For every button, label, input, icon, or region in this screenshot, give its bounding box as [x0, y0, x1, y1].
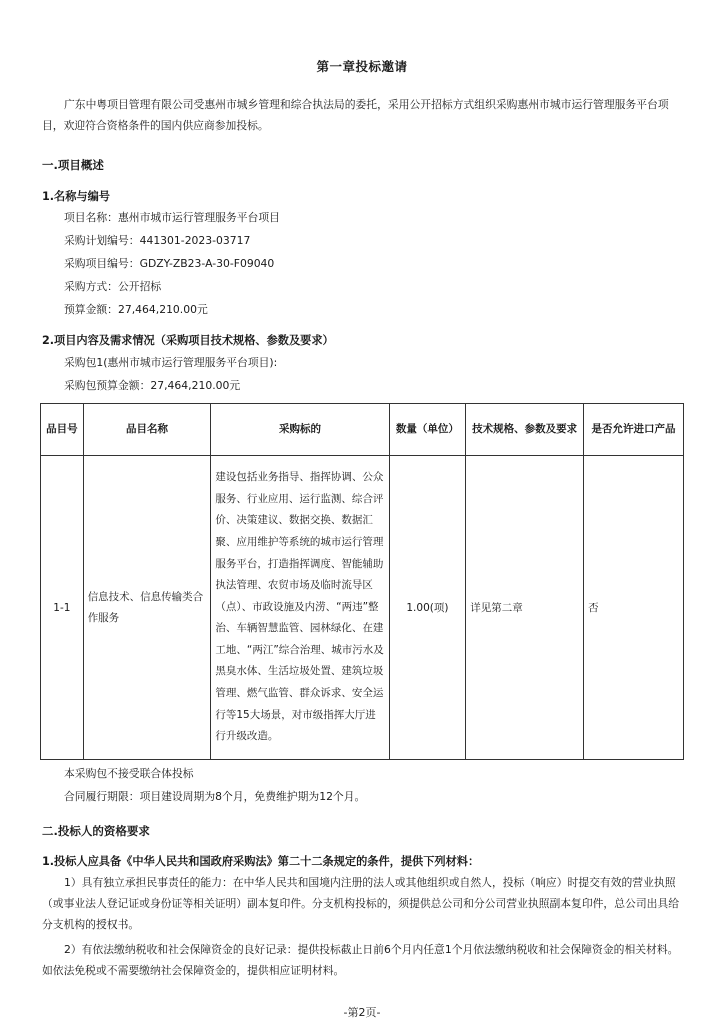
intro-paragraph: 广东中粤项目管理有限公司受惠州市城乡管理和综合执法局的委托，采用公开招标方式组织采购惠州市城市运行管理服务平台项目，欢迎符合资格条件的国内供应商参加投标。 [42, 98, 669, 132]
header-import: 是否允许进口产品 [584, 404, 684, 456]
subsection-heading-name-number: 1.名称与编号 [42, 190, 110, 203]
cell-item-no: 1-1 [41, 456, 84, 760]
project-number-line: 采购项目编号：GDZY-ZB23-A-30-F09040 [64, 257, 275, 270]
note-no-consortium: 本采购包不接受联合体投标 [64, 767, 194, 780]
budget-line: 预算金额：27,464,210.00元 [64, 303, 208, 316]
plan-number-line: 采购计划编号：441301-2023-03717 [64, 234, 251, 247]
header-item-no: 品目号 [41, 404, 84, 456]
subsection-heading-requirements: 1.投标人应具备《中华人民共和国政府采购法》第二十二条规定的条件，提供下列材料： [42, 855, 480, 868]
header-quantity: 数量（单位） [389, 404, 466, 456]
header-subject: 采购标的 [211, 404, 389, 456]
section-heading-overview: 一.项目概述 [42, 158, 104, 172]
header-spec: 技术规格、参数及要求 [466, 404, 584, 456]
procurement-method-line: 采购方式：公开招标 [64, 280, 162, 293]
section-heading-qualifications: 二.投标人的资格要求 [42, 824, 150, 838]
subsection-heading-content: 2.项目内容及需求情况（采购项目技术规格、参数及要求） [42, 334, 334, 347]
table-row [41, 456, 684, 760]
package-budget-line: 采购包预算金额：27,464,210.00元 [64, 379, 241, 392]
cell-quantity: 1.00(项) [389, 456, 466, 760]
header-item-name: 品目名称 [83, 404, 211, 456]
package-line: 采购包1(惠州市城市运行管理服务平台项目): [64, 356, 278, 369]
requirement-item-2: 2）有依法缴纳税收和社会保障资金的良好记录：提供投标截止日前6个月内任意1个月依法缴纳税收和社会保障资金的相关材料。如依法免税或不需要缴纳社会保障资金的，提供相应证明材料。 [42, 943, 679, 977]
table-header-row [41, 404, 684, 456]
chapter-title: 第一章投标邀请 [316, 59, 408, 74]
cell-subject: 建设包括业务指导、指挥协调、公众服务、行业应用、运行监测、综合评价、决策建议、数据交换、数据汇聚、应用维护等系统的城市运行管理服务平台，打造指挥调度、智能辅助执法管理、农贸市场及临时流导区（点）、市政设施及内涝、“两违”整治、车辆智慧监管、园林绿化、在建工地、“两江”综合治理、城市污水及黑臭水体、生活垃圾处置、建筑垃圾管理、燃气监管、群众诉求、安全运行等15大场景，对市级指挥大厅进行升级改造。 [211, 456, 389, 760]
cell-import: 否 [584, 456, 684, 760]
note-contract-period: 合同履行期限：项目建设周期为8个月，免费维护期为12个月。 [64, 790, 366, 803]
requirement-item-1: 1）具有独立承担民事责任的能力：在中华人民共和国境内注册的法人或其他组织或自然人，投标（响应）时提交有效的营业执照（或事业法人登记证或身份证等相关证明）副本复印件。分支机构投标的，须提供总公司和分公司营业执照副本复印件，总公司出具给分支机构的授权书。 [42, 876, 680, 931]
cell-item-name: 信息技术、信息传输类合作服务 [83, 456, 211, 760]
page-number: -第2页- [343, 1006, 381, 1019]
project-name-line: 项目名称：惠州市城市运行管理服务平台项目 [64, 211, 280, 224]
procurement-table [40, 403, 684, 760]
cell-spec: 详见第二章 [466, 456, 584, 760]
